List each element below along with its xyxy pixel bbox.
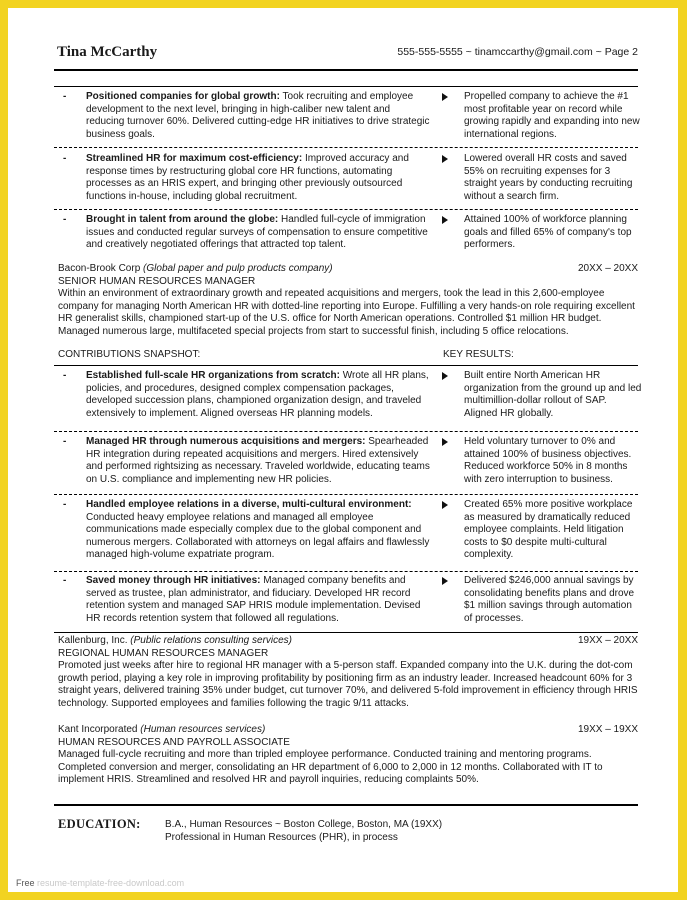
- snapshot-header: [58, 349, 638, 360]
- achievement-text: Streamlined HR for maximum cost-efficiency: Improved accuracy and response times by restructuring global core HR functions, automating processes as an HRIS expert, and bringing other previously outsourced functions in-house, including global recruitment.: [86, 153, 409, 202]
- job-title: HUMAN RESOURCES AND PAYROLL ASSOCIATE: [58, 736, 290, 748]
- contact-info: 555-555-5555 ~ tinamccarthy@gmail.com ~ Page 2: [397, 46, 638, 58]
- achievement-text: Saved money through HR initiatives: Managed company benefits and served as trustee, plan administrator, and fiduciary. Developed HR record retention system and managed SAP HRIS module implementation. Devised HR records retention system that followed all regulations.: [86, 575, 421, 624]
- job-title: SENIOR HUMAN RESOURCES MANAGER: [58, 275, 256, 287]
- job-dates: 19XX – 19XX: [577, 724, 638, 735]
- triangle-bullet-icon: [442, 93, 448, 101]
- row-divider: [54, 431, 638, 432]
- watermark-text: resume-template-free-download.com: [37, 878, 185, 888]
- triangle-bullet-icon: [442, 438, 448, 446]
- degree-line: B.A., Human Resources ~ Boston College, Boston, MA (19XX): [165, 819, 443, 830]
- header-rule: [54, 69, 638, 71]
- triangle-bullet-icon: [442, 216, 448, 224]
- triangle-bullet-icon: [442, 501, 448, 509]
- company-description: (Human resources services): [140, 724, 266, 735]
- achievement-text: Brought in talent from around the globe: Handled full-cycle of immigration issues and conducted regular surveys of compensation to ensure competitive and creatively negotiated offerings that attracted top talent.: [86, 214, 428, 251]
- achievement-text: Managed HR through numerous acquisitions and mergers: Spearheaded HR integration during repeated acquisitions and mergers. Hired extensively and performed rightsizing as necessary. Traveled worldwide, educating teams on U.S. compliance and implementing new HR policies.: [86, 436, 430, 485]
- certification-line: Professional in Human Resources (PHR), in process: [165, 832, 398, 843]
- job-summary: Within an environment of extraordinary growth and repeated acquisitions and mergers, took the lead in this 2,600-employee company for managing North American HR with dotted-line reporting into Europe. Fulfilling a very hands-on role requiring excellent HR generalist skills, championed start-up of the U.S. office for North American operations. Controlled $1 million HR budget. Managed numerous large, multifaceted special projects from start to successful finish, including 5 office relocations.: [58, 288, 635, 337]
- achievement-text: Established full-scale HR organizations from scratch: Wrote all HR plans, policies, and procedures, designed complex compensation packages, developed succession plans, championed organization design, and traveled extensively to implement. Aligned overseas HR planning models.: [86, 370, 429, 419]
- job-title: REGIONAL HUMAN RESOURCES MANAGER: [58, 647, 269, 659]
- education-rule: [54, 804, 638, 806]
- candidate-name: Tina McCarthy: [57, 44, 158, 60]
- dash-bullet: -: [63, 436, 67, 447]
- footer-watermark: [16, 878, 184, 888]
- result-text: Delivered $246,000 annual savings by consolidating benefits plans and drove $1 million savings through automation of processes.: [464, 575, 635, 624]
- row-divider: [54, 365, 638, 366]
- footer-prefix: Free: [16, 878, 35, 888]
- row-divider: [54, 494, 638, 495]
- dash-bullet: -: [63, 370, 67, 381]
- dash-bullet: -: [63, 575, 67, 586]
- job-bacon-brook: [58, 263, 638, 339]
- result-text: Attained 100% of workforce planning goals and filled 65% of company's top performers.: [464, 214, 632, 251]
- job-kant: [58, 724, 638, 787]
- job-dates: 19XX – 20XX: [577, 635, 638, 646]
- company-description: (Public relations consulting services): [130, 635, 293, 646]
- result-text: Built entire North American HR organization from the ground up and led multimillion-dollar rollout of SAP. Aligned HR globally.: [464, 370, 642, 419]
- result-text: Held voluntary turnover to 0% and attained 100% of business objectives. Reduced workforce 50% in 8 months with zero interruption to business.: [464, 436, 632, 485]
- resume-page: [8, 8, 678, 892]
- job-kallenburg: [58, 635, 638, 711]
- triangle-bullet-icon: [442, 577, 448, 585]
- company-name: Kallenburg, Inc.: [58, 635, 128, 646]
- job-summary: Managed full-cycle recruiting and more than tripled employee performance. Conducted training and mentoring programs. Completed conversion and merger, consolidating an HR department of 6,000 to 2,000 in 12 months. Collaborated with IT to implement HRIS. Streamlined and resolved HR and payroll inquiries, reducing complaints 50%.: [58, 749, 603, 786]
- triangle-bullet-icon: [442, 155, 448, 163]
- company-name: Bacon-Brook Corp: [58, 263, 141, 274]
- job-summary: Promoted just weeks after hire to regional HR manager with a 5-person staff. Expanded company into the U.K. during the dot-com growth period, playing a key role in improving profitability by positioning firm as an industry leader. Increased headcount 60% for 3 straight years, delivered training 35% under budget, cut turnover 70%, and delivered 5-fold improvement in efficiency through HRIS technology. Supported employees and families following the tragic 9/11 attacks.: [58, 660, 638, 709]
- row-divider: [54, 209, 638, 210]
- row-divider: [54, 632, 638, 633]
- row-divider: [54, 571, 638, 572]
- dash-bullet: -: [63, 91, 67, 102]
- education-heading: EDUCATION:: [58, 817, 141, 831]
- achievement-text: Positioned companies for global growth: Took recruiting and employee development to the next level, bringing in high-caliber new talent and reducing turnover 60%. Delivered cutting-edge HR initiatives to drive strategic business goals.: [86, 91, 430, 140]
- triangle-bullet-icon: [442, 372, 448, 380]
- result-text: Created 65% more positive workplace as measured by dramatically reduced employee complaints. Held litigation costs to $0 despite multi-cultural complexity.: [464, 499, 633, 561]
- results-label: KEY RESULTS:: [443, 349, 514, 360]
- dash-bullet: -: [63, 214, 67, 225]
- result-text: Propelled company to achieve the #1 most profitable year on record while growing rapidly and expanding into new international regions.: [464, 91, 640, 140]
- snapshot-label: CONTRIBUTIONS SNAPSHOT:: [58, 349, 201, 360]
- job-dates: 20XX – 20XX: [577, 263, 638, 274]
- row-divider: [54, 86, 638, 87]
- company-name: Kant Incorporated: [58, 724, 138, 735]
- dash-bullet: -: [63, 499, 67, 510]
- dash-bullet: -: [63, 153, 67, 164]
- row-divider: [54, 147, 638, 148]
- result-text: Lowered overall HR costs and saved 55% on recruiting expenses for 3 straight years by conducting recruiting without a search firm.: [464, 153, 633, 202]
- company-description: (Global paper and pulp products company): [143, 263, 333, 274]
- achievement-text: Handled employee relations in a diverse, multi-cultural environment: Conducted heavy employee relations and managed all employee communications made especially complex due to the global component and numerous mergers. Collaborated with attorneys on legal affairs and flawlessly managed high-volume expatriate program.: [86, 499, 430, 561]
- education-details: [165, 818, 442, 844]
